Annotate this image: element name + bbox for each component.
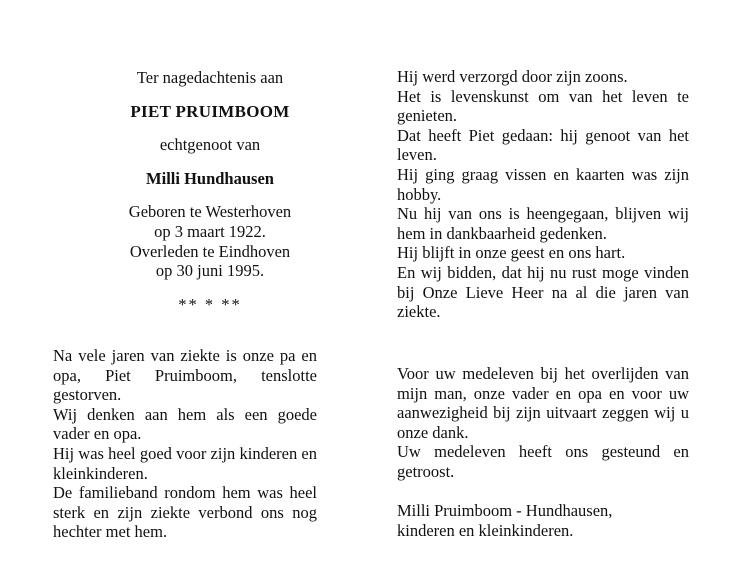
right-top-text bbox=[397, 67, 689, 322]
spouse-name: Milli Hundhausen bbox=[146, 168, 274, 188]
divider-stars: ** * ** bbox=[178, 294, 242, 314]
paragraph: Hij blijft in onze geest en ons hart. bbox=[397, 243, 626, 263]
born-place: Geboren te Westerhoven bbox=[128, 202, 292, 222]
paragraph: De familieband rondom hem was heel sterk en zijn ziekte verbond ons nog hechter met hem. bbox=[53, 483, 317, 542]
paragraph: Na vele jaren van ziekte is onze pa en opa, Piet Pruimboom, tenslotte gestorven. bbox=[53, 346, 317, 405]
paragraph: Nu hij van ons is heengegaan, blijven wij hem in dankbaarheid gedenken. bbox=[397, 204, 689, 243]
paragraph: Hij ging graag vissen en kaarten was zijn hobby. bbox=[397, 164, 689, 204]
paragraph: En wij bidden, dat hij nu rust moge vinden bij Onze Lieve Heer na al die jaren van ziekte. bbox=[397, 262, 689, 322]
died-place: Overleden te Eindhoven bbox=[129, 241, 291, 261]
paragraph: Dat heeft Piet gedaan: hij genoot van het leven. bbox=[397, 125, 689, 165]
paragraph: Wij denken aan hem als een goede vader en opa. bbox=[53, 404, 317, 444]
in-memory-line: Ter nagedachtenis aan bbox=[136, 68, 284, 87]
paragraph: Hij werd verzorgd door zijn zoons. bbox=[397, 67, 628, 86]
signature-line: Milli Pruimboom - Hundhausen, bbox=[397, 501, 613, 521]
signature-line: kinderen en kleinkinderen. bbox=[397, 520, 574, 540]
died-date: op 30 juni 1995. bbox=[155, 261, 265, 281]
paragraph: Het is levenskunst om van het leven te genieten. bbox=[397, 86, 689, 126]
born-date: op 3 maart 1922. bbox=[154, 221, 266, 241]
paragraph: Uw medeleven heeft ons gesteund en getroost. bbox=[397, 442, 689, 481]
deceased-name: PIET PRUIMBOOM bbox=[130, 101, 290, 121]
right-bottom-text bbox=[397, 364, 689, 540]
memorial-header bbox=[50, 68, 370, 314]
spouse-of-line: echtgenoot van bbox=[159, 135, 261, 155]
paragraph: Voor uw medeleven bij het overlijden van mijn man, onze vader en opa en voor uw aanwezigheid bij zijn uitvaart zeggen wij u onze dank. bbox=[397, 364, 689, 442]
left-bottom-text bbox=[53, 346, 317, 542]
paragraph: Hij was heel goed voor zijn kinderen en kleinkinderen. bbox=[53, 443, 317, 483]
